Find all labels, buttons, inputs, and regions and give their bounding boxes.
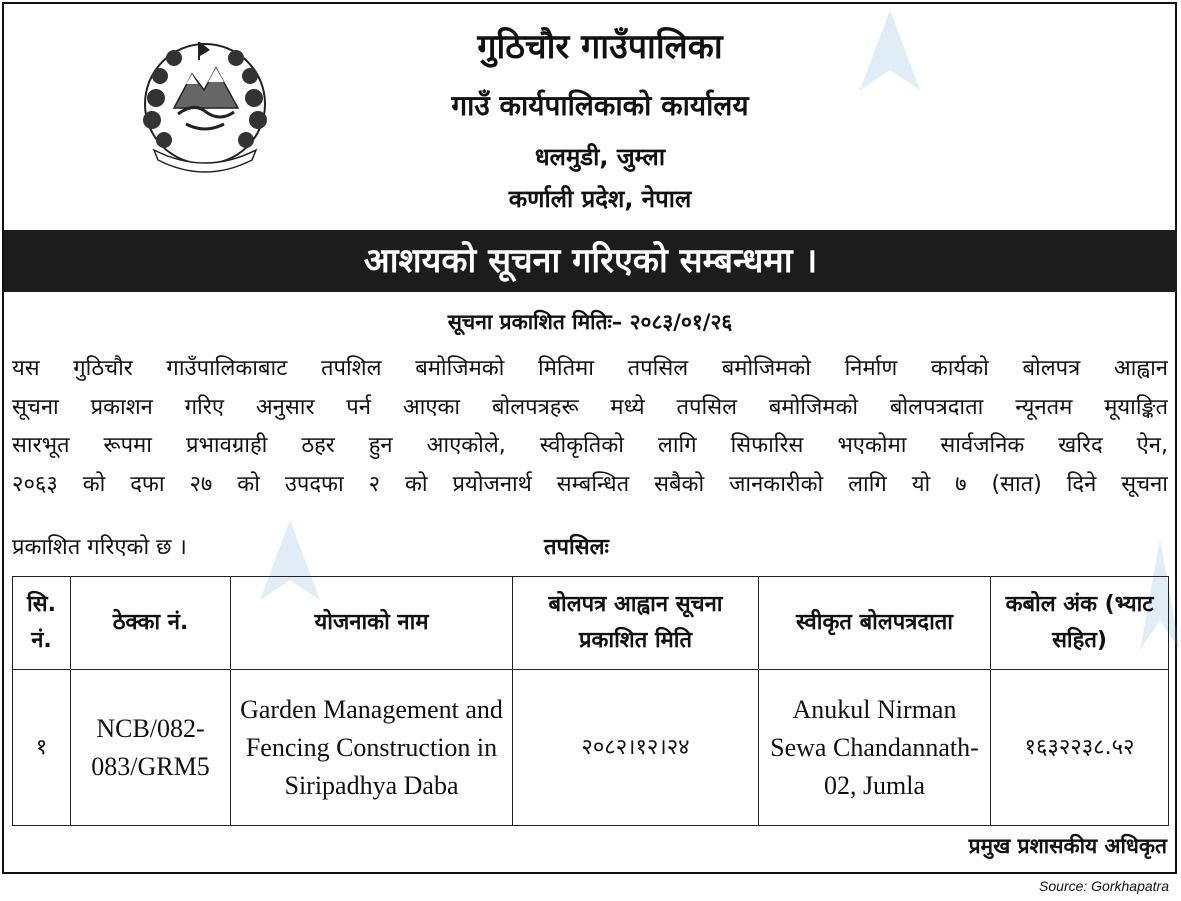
signatory-title: प्रमुख प्रशासकीय अधिकृत — [968, 834, 1167, 858]
cell-amount: १६३२२३८.५२ — [991, 670, 1169, 826]
col-header-project: योजनाको नाम — [231, 577, 513, 670]
notice-line: सूचना प्रकाशन गरिए अनुसार पर्न आएका बोलपत्रहरू मध्ये तपसिल बमोजिमको बोलपत्रदाता न्यूनतम मूयाङ्कित — [12, 394, 1168, 420]
cell-bidder: Anukul Nirman Sewa Chandannath-02, Jumla — [759, 670, 991, 826]
cell-project: Garden Management and Fencing Construction in Siripadhya Daba — [231, 670, 513, 826]
table-header-row — [13, 577, 1169, 670]
cell-sn: १ — [13, 670, 71, 826]
publish-date: सूचना प्रकाशित मितिः– २०८३/०१/२६ — [447, 310, 733, 334]
cell-contract-no: NCB/082-083/GRM5 — [71, 670, 231, 826]
municipality-name: गुठिचौर गाउँपालिका — [477, 27, 723, 67]
notice-line: यस गुठिचौर गाउँपालिकाबाट तपशिल बमोजिमको मितिमा तपसिल बमोजिमको निर्माण कार्यको बोलपत्र आह्वान — [12, 356, 1168, 381]
col-header-sn: सि. नं. — [13, 577, 71, 670]
col-header-amount: कबोल अंक (भ्याट सहित) — [991, 577, 1169, 670]
cell-date: २०८२।१२।२४ — [513, 670, 759, 826]
col-header-date: बोलपत्र आह्वान सूचना प्रकाशित मिति — [513, 577, 759, 670]
table-row — [13, 670, 1169, 826]
details-label: तपसिलः — [544, 535, 609, 560]
source-credit: Source: Gorkhapatra — [1039, 878, 1169, 894]
notice-last-line: प्रकाशित गरिएको छ । — [12, 535, 187, 560]
nepal-emblem-icon — [134, 38, 276, 174]
notice-body — [12, 350, 1168, 504]
office-province: कर्णाली प्रदेश, नेपाल — [508, 185, 692, 213]
col-header-contract-no: ठेक्का नं. — [71, 577, 231, 670]
notice-line: सारभूत रूपमा प्रभावग्राही ठहर हुन आएकोले, स्वीकृतिको लागि सिफारिस भएकोमा सार्वजनिक खरिद ऐन, — [12, 433, 1168, 458]
col-header-bidder: स्वीकृत बोलपत्रदाता — [759, 577, 991, 670]
notice-line: २०६३ को दफा २७ को उपदफा २ को प्रयोजनार्थ सम्बन्धित सबैको जानकारीको लागि यो ७ (सात) दिने सूचना — [12, 471, 1168, 497]
notice-title-banner: आशयको सूचना गरिएको सम्बन्धमा । — [4, 230, 1177, 292]
office-name: गाउँ कार्यपालिकाको कार्यालय — [451, 89, 749, 122]
office-location: धलमुडी, जुम्ला — [534, 143, 666, 171]
tender-table — [12, 576, 1169, 826]
